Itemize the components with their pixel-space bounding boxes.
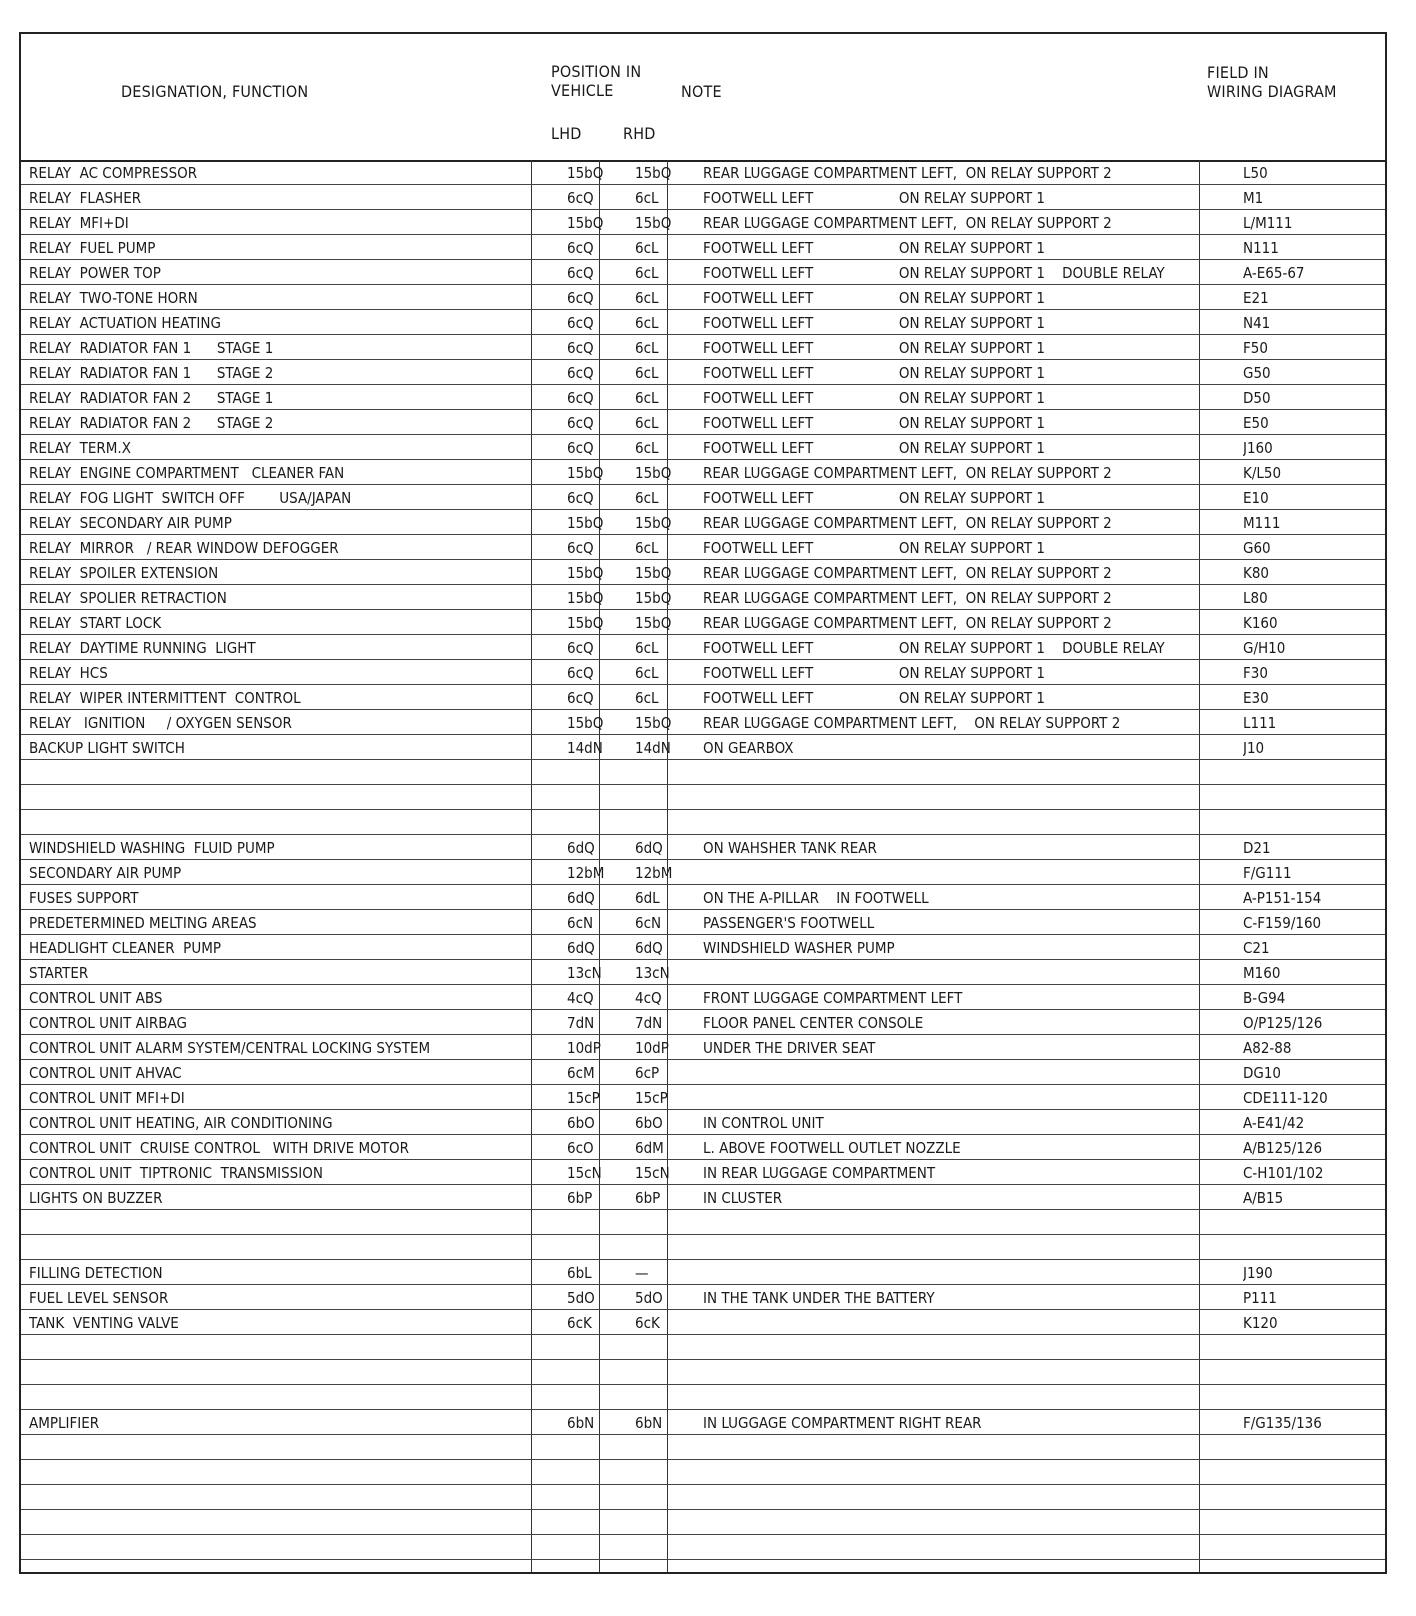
cell-designation: RELAY HCS (29, 664, 108, 682)
cell-designation: RELAY ENGINE COMPARTMENT CLEANER FAN (29, 464, 345, 482)
table-row (21, 910, 1385, 935)
cell-note: FOOTWELL LEFT ON RELAY SUPPORT 1 (703, 539, 1045, 557)
cell-note: IN REAR LUGGAGE COMPARTMENT (703, 1164, 936, 1182)
cell-note: FOOTWELL LEFT ON RELAY SUPPORT 1 (703, 664, 1045, 682)
cell-designation: RELAY RADIATOR FAN 1 STAGE 1 (29, 339, 274, 357)
cell-note: FOOTWELL LEFT ON RELAY SUPPORT 1 DOUBLE RELAY (703, 264, 1165, 282)
cell-field: M1 (1243, 189, 1264, 207)
cell-designation: RELAY SPOILER EXTENSION (29, 564, 219, 582)
cell-lhd: 6cQ (567, 339, 594, 357)
cell-rhd: 15cP (635, 1089, 668, 1107)
cell-lhd: 6cQ (567, 314, 594, 332)
cell-field: A-E65-67 (1243, 264, 1305, 282)
cell-rhd: 6cK (635, 1314, 660, 1332)
cell-lhd: 7dN (567, 1014, 595, 1032)
table-row (21, 1385, 1385, 1410)
cell-note: REAR LUGGAGE COMPARTMENT LEFT, ON RELAY SUPPORT 2 (703, 514, 1112, 532)
cell-designation: CONTROL UNIT ABS (29, 989, 163, 1007)
table-row (21, 885, 1385, 910)
cell-designation: PREDETERMINED MELTING AREAS (29, 914, 257, 932)
cell-lhd: 6cQ (567, 639, 594, 657)
cell-note: FOOTWELL LEFT ON RELAY SUPPORT 1 (703, 389, 1045, 407)
cell-note: FOOTWELL LEFT ON RELAY SUPPORT 1 (703, 239, 1045, 257)
cell-lhd: 15cP (567, 1089, 600, 1107)
table-row (21, 185, 1385, 210)
cell-designation: RELAY DAYTIME RUNNING LIGHT (29, 639, 256, 657)
table-row (21, 1235, 1385, 1260)
cell-note: L. ABOVE FOOTWELL OUTLET NOZZLE (703, 1139, 961, 1157)
table-row (21, 960, 1385, 985)
cell-rhd: 10dP (635, 1039, 669, 1057)
cell-designation: SECONDARY AIR PUMP (29, 864, 182, 882)
table-row (21, 535, 1385, 560)
cell-field: B-G94 (1243, 989, 1286, 1007)
cell-designation: RELAY FOG LIGHT SWITCH OFF USA/JAPAN (29, 489, 352, 507)
cell-field: D50 (1243, 389, 1271, 407)
cell-rhd: 6cP (635, 1064, 660, 1082)
cell-field: K160 (1243, 614, 1278, 632)
cell-lhd: 6cQ (567, 289, 594, 307)
table-row (21, 1560, 1385, 1585)
cell-lhd: 4cQ (567, 989, 594, 1007)
table-row (21, 1360, 1385, 1385)
table-row (21, 760, 1385, 785)
cell-note: IN CONTROL UNIT (703, 1114, 824, 1132)
cell-designation: FUSES SUPPORT (29, 889, 139, 907)
cell-designation: CONTROL UNIT ALARM SYSTEM/CENTRAL LOCKING SYSTEM (29, 1039, 431, 1057)
cell-designation: STARTER (29, 964, 89, 982)
cell-rhd: 6cL (635, 664, 659, 682)
table-row (21, 1260, 1385, 1285)
cell-note: IN THE TANK UNDER THE BATTERY (703, 1289, 935, 1307)
cell-lhd: 6cQ (567, 389, 594, 407)
cell-note: FRONT LUGGAGE COMPARTMENT LEFT (703, 989, 963, 1007)
table-row (21, 1460, 1385, 1485)
cell-field: K80 (1243, 564, 1270, 582)
cell-field: L111 (1243, 714, 1277, 732)
cell-field: K120 (1243, 1314, 1278, 1332)
table-row (21, 235, 1385, 260)
cell-designation: AMPLIFIER (29, 1414, 100, 1432)
cell-lhd: 15cN (567, 1164, 602, 1182)
cell-lhd: 15bQ (567, 214, 604, 232)
cell-field: G/H10 (1243, 639, 1286, 657)
cell-field: A-P151-154 (1243, 889, 1322, 907)
cell-lhd: 5dO (567, 1289, 595, 1307)
table-row (21, 1285, 1385, 1310)
table-row (21, 160, 1385, 185)
cell-designation: HEADLIGHT CLEANER PUMP (29, 939, 221, 957)
cell-lhd: 6cQ (567, 414, 594, 432)
table-row (21, 210, 1385, 235)
cell-rhd: 6cL (635, 314, 659, 332)
cell-lhd: 6cN (567, 914, 594, 932)
cell-rhd: 7dN (635, 1014, 663, 1032)
table-row (21, 385, 1385, 410)
table-row (21, 660, 1385, 685)
table-row (21, 785, 1385, 810)
cell-field: K/L50 (1243, 464, 1282, 482)
cell-field: A/B15 (1243, 1189, 1284, 1207)
cell-lhd: 6cQ (567, 439, 594, 457)
cell-field: E50 (1243, 414, 1269, 432)
cell-rhd: 6cL (635, 364, 659, 382)
cell-rhd: 15bQ (635, 514, 672, 532)
cell-rhd: 6cL (635, 539, 659, 557)
cell-designation: CONTROL UNIT TIPTRONIC TRANSMISSION (29, 1164, 323, 1182)
cell-rhd: 6dM (635, 1139, 664, 1157)
cell-note: FOOTWELL LEFT ON RELAY SUPPORT 1 (703, 289, 1045, 307)
table-row (21, 635, 1385, 660)
cell-rhd: 6bN (635, 1414, 663, 1432)
table-row (21, 935, 1385, 960)
cell-note: REAR LUGGAGE COMPARTMENT LEFT, ON RELAY SUPPORT 2 (703, 564, 1112, 582)
table-row (21, 1160, 1385, 1185)
cell-lhd: 6bL (567, 1264, 592, 1282)
cell-field: C-H101/102 (1243, 1164, 1324, 1182)
table-row (21, 260, 1385, 285)
cell-designation: RELAY MIRROR / REAR WINDOW DEFOGGER (29, 539, 339, 557)
cell-field: J190 (1243, 1264, 1273, 1282)
cell-lhd: 12bM (567, 864, 605, 882)
cell-lhd: 6bO (567, 1114, 595, 1132)
cell-lhd: 14dN (567, 739, 603, 757)
cell-lhd: 15bQ (567, 714, 604, 732)
cell-note: WINDSHIELD WASHER PUMP (703, 939, 895, 957)
table-row (21, 510, 1385, 535)
cell-note: REAR LUGGAGE COMPARTMENT LEFT, ON RELAY SUPPORT 2 (703, 714, 1121, 732)
cell-field: N41 (1243, 314, 1271, 332)
cell-rhd: 15bQ (635, 589, 672, 607)
cell-designation: RELAY WIPER INTERMITTENT CONTROL (29, 689, 301, 707)
cell-designation: CONTROL UNIT HEATING, AIR CONDITIONING (29, 1114, 333, 1132)
cell-rhd: 15bQ (635, 714, 672, 732)
table-row (21, 1210, 1385, 1235)
cell-note: IN CLUSTER (703, 1189, 783, 1207)
cell-note: ON WAHSHER TANK REAR (703, 839, 877, 857)
cell-designation: RELAY TERM.X (29, 439, 131, 457)
cell-designation: LIGHTS ON BUZZER (29, 1189, 163, 1207)
cell-note: REAR LUGGAGE COMPARTMENT LEFT, ON RELAY SUPPORT 2 (703, 164, 1112, 182)
table-row (21, 310, 1385, 335)
table-row (21, 360, 1385, 385)
cell-rhd: 6cL (635, 414, 659, 432)
cell-note: ON THE A-PILLAR IN FOOTWELL (703, 889, 929, 907)
cell-rhd: 6dQ (635, 939, 663, 957)
cell-rhd: 13cN (635, 964, 670, 982)
cell-note: IN LUGGAGE COMPARTMENT RIGHT REAR (703, 1414, 982, 1432)
cell-field: F50 (1243, 339, 1268, 357)
cell-rhd: 6cL (635, 639, 659, 657)
cell-note: REAR LUGGAGE COMPARTMENT LEFT, ON RELAY SUPPORT 2 (703, 464, 1112, 482)
cell-lhd: 6cQ (567, 264, 594, 282)
table-row (21, 1485, 1385, 1510)
cell-lhd: 6cQ (567, 364, 594, 382)
cell-field: A-E41/42 (1243, 1114, 1305, 1132)
cell-rhd: 15bQ (635, 564, 672, 582)
cell-note: FOOTWELL LEFT ON RELAY SUPPORT 1 (703, 439, 1045, 457)
cell-designation: RELAY TWO-TONE HORN (29, 289, 198, 307)
cell-field: E10 (1243, 489, 1269, 507)
cell-rhd: 15bQ (635, 214, 672, 232)
table-row (21, 710, 1385, 735)
table-row (21, 1110, 1385, 1135)
cell-field: O/P125/126 (1243, 1014, 1323, 1032)
table-row (21, 610, 1385, 635)
cell-lhd: 15bQ (567, 464, 604, 482)
cell-designation: RELAY START LOCK (29, 614, 162, 632)
cell-designation: RELAY MFI+DI (29, 214, 129, 232)
table-row (21, 1410, 1385, 1435)
cell-rhd: 15cN (635, 1164, 670, 1182)
cell-field: N111 (1243, 239, 1279, 257)
cell-rhd: 15bQ (635, 164, 672, 182)
table-row (21, 1060, 1385, 1085)
cell-lhd: 6cQ (567, 239, 594, 257)
cell-note: FOOTWELL LEFT ON RELAY SUPPORT 1 (703, 314, 1045, 332)
cell-lhd: 6cO (567, 1139, 594, 1157)
cell-note: FOOTWELL LEFT ON RELAY SUPPORT 1 (703, 414, 1045, 432)
cell-lhd: 6cQ (567, 689, 594, 707)
cell-rhd: 15bQ (635, 464, 672, 482)
table-row (21, 1035, 1385, 1060)
cell-field: J10 (1243, 739, 1265, 757)
cell-rhd: 6cL (635, 689, 659, 707)
cell-rhd: 6dQ (635, 839, 663, 857)
cell-rhd: 6cL (635, 289, 659, 307)
cell-field: F/G111 (1243, 864, 1292, 882)
cell-note: FOOTWELL LEFT ON RELAY SUPPORT 1 (703, 689, 1045, 707)
cell-rhd: 14dN (635, 739, 671, 757)
cell-note: FOOTWELL LEFT ON RELAY SUPPORT 1 (703, 489, 1045, 507)
cell-rhd: 4cQ (635, 989, 662, 1007)
cell-field: M160 (1243, 964, 1281, 982)
cell-designation: CONTROL UNIT CRUISE CONTROL WITH DRIVE MOTOR (29, 1139, 409, 1157)
cell-lhd: 15bQ (567, 614, 604, 632)
cell-field: DG10 (1243, 1064, 1282, 1082)
cell-rhd: 5dO (635, 1289, 663, 1307)
cell-lhd: 15bQ (567, 564, 604, 582)
table-row (21, 1135, 1385, 1160)
cell-lhd: 6cQ (567, 664, 594, 682)
table-row (21, 860, 1385, 885)
relay-component-table (19, 32, 1387, 1574)
cell-lhd: 6cQ (567, 539, 594, 557)
cell-field: F30 (1243, 664, 1268, 682)
cell-designation: RELAY AC COMPRESSOR (29, 164, 198, 182)
cell-lhd: 6cQ (567, 489, 594, 507)
cell-rhd: 15bQ (635, 614, 672, 632)
table-row (21, 810, 1385, 835)
cell-field: E30 (1243, 689, 1269, 707)
header-rhd: RHD (623, 124, 656, 143)
cell-designation: RELAY ACTUATION HEATING (29, 314, 221, 332)
cell-note: REAR LUGGAGE COMPARTMENT LEFT, ON RELAY SUPPORT 2 (703, 614, 1112, 632)
cell-note: REAR LUGGAGE COMPARTMENT LEFT, ON RELAY SUPPORT 2 (703, 589, 1112, 607)
cell-rhd: 6cL (635, 339, 659, 357)
cell-designation: FILLING DETECTION (29, 1264, 163, 1282)
cell-designation: CONTROL UNIT AHVAC (29, 1064, 182, 1082)
cell-lhd: 6cQ (567, 189, 594, 207)
cell-rhd: 6dL (635, 889, 660, 907)
header-note: NOTE (681, 82, 722, 101)
cell-field: L50 (1243, 164, 1268, 182)
cell-note: FOOTWELL LEFT ON RELAY SUPPORT 1 (703, 364, 1045, 382)
table-row (21, 735, 1385, 760)
cell-designation: RELAY SECONDARY AIR PUMP (29, 514, 232, 532)
header-lhd: LHD (551, 124, 582, 143)
table-row (21, 1310, 1385, 1335)
cell-designation: RELAY RADIATOR FAN 1 STAGE 2 (29, 364, 274, 382)
cell-designation: CONTROL UNIT MFI+DI (29, 1089, 185, 1107)
cell-designation: CONTROL UNIT AIRBAG (29, 1014, 187, 1032)
cell-designation: RELAY IGNITION / OXYGEN SENSOR (29, 714, 292, 732)
cell-lhd: 15bQ (567, 514, 604, 532)
cell-rhd: 6bO (635, 1114, 663, 1132)
cell-designation: RELAY SPOLIER RETRACTION (29, 589, 227, 607)
cell-rhd: 6cN (635, 914, 662, 932)
table-row (21, 1335, 1385, 1360)
table-header (21, 34, 1385, 162)
table-row (21, 285, 1385, 310)
table-row (21, 435, 1385, 460)
cell-field: CDE111-120 (1243, 1089, 1328, 1107)
cell-note: UNDER THE DRIVER SEAT (703, 1039, 876, 1057)
cell-designation: TANK VENTING VALVE (29, 1314, 179, 1332)
cell-rhd: 6cL (635, 439, 659, 457)
table-row (21, 985, 1385, 1010)
cell-lhd: 15bQ (567, 164, 604, 182)
cell-designation: RELAY RADIATOR FAN 2 STAGE 1 (29, 389, 274, 407)
cell-designation: RELAY POWER TOP (29, 264, 161, 282)
cell-field: A/B125/126 (1243, 1139, 1323, 1157)
cell-rhd: 6cL (635, 489, 659, 507)
cell-lhd: 13cN (567, 964, 602, 982)
cell-designation: FUEL LEVEL SENSOR (29, 1289, 169, 1307)
cell-note: FOOTWELL LEFT ON RELAY SUPPORT 1 (703, 189, 1045, 207)
table-row (21, 1535, 1385, 1560)
cell-designation: WINDSHIELD WASHING FLUID PUMP (29, 839, 275, 857)
cell-rhd: 12bM (635, 864, 673, 882)
cell-designation: RELAY RADIATOR FAN 2 STAGE 2 (29, 414, 274, 432)
cell-field: A82-88 (1243, 1039, 1292, 1057)
cell-rhd: — (635, 1264, 649, 1282)
cell-rhd: 6cL (635, 264, 659, 282)
header-designation: DESIGNATION, FUNCTION (121, 82, 309, 101)
table-row (21, 685, 1385, 710)
table-row (21, 460, 1385, 485)
cell-note: ON GEARBOX (703, 739, 794, 757)
cell-rhd: 6bP (635, 1189, 661, 1207)
cell-lhd: 6cM (567, 1064, 595, 1082)
cell-lhd: 6dQ (567, 889, 595, 907)
table-row (21, 1185, 1385, 1210)
cell-designation: BACKUP LIGHT SWITCH (29, 739, 185, 757)
cell-field: C-F159/160 (1243, 914, 1322, 932)
table-row (21, 835, 1385, 860)
cell-field: F/G135/136 (1243, 1414, 1322, 1432)
cell-rhd: 6cL (635, 189, 659, 207)
cell-field: G60 (1243, 539, 1271, 557)
table-row (21, 1010, 1385, 1035)
cell-field: E21 (1243, 289, 1269, 307)
cell-note: REAR LUGGAGE COMPARTMENT LEFT, ON RELAY SUPPORT 2 (703, 214, 1112, 232)
cell-field: C21 (1243, 939, 1270, 957)
cell-note: PASSENGER'S FOOTWELL (703, 914, 875, 932)
table-row (21, 1435, 1385, 1460)
table-row (21, 335, 1385, 360)
cell-field: G50 (1243, 364, 1271, 382)
cell-lhd: 10dP (567, 1039, 601, 1057)
cell-lhd: 15bQ (567, 589, 604, 607)
cell-lhd: 6cK (567, 1314, 592, 1332)
cell-lhd: 6dQ (567, 839, 595, 857)
cell-field: D21 (1243, 839, 1271, 857)
cell-note: FOOTWELL LEFT ON RELAY SUPPORT 1 (703, 339, 1045, 357)
cell-field: L80 (1243, 589, 1268, 607)
cell-field: L/M111 (1243, 214, 1293, 232)
cell-lhd: 6bN (567, 1414, 595, 1432)
cell-lhd: 6dQ (567, 939, 595, 957)
header-field: FIELD IN WIRING DIAGRAM (1207, 63, 1337, 101)
cell-rhd: 6cL (635, 389, 659, 407)
cell-lhd: 6bP (567, 1189, 593, 1207)
table-row (21, 560, 1385, 585)
cell-field: M111 (1243, 514, 1281, 532)
cell-rhd: 6cL (635, 239, 659, 257)
cell-field: J160 (1243, 439, 1273, 457)
table-row (21, 410, 1385, 435)
cell-note: FOOTWELL LEFT ON RELAY SUPPORT 1 DOUBLE RELAY (703, 639, 1165, 657)
table-row (21, 485, 1385, 510)
cell-designation: RELAY FUEL PUMP (29, 239, 156, 257)
header-position: POSITION IN VEHICLE (551, 62, 642, 100)
table-row (21, 1085, 1385, 1110)
cell-note: FLOOR PANEL CENTER CONSOLE (703, 1014, 924, 1032)
cell-field: P111 (1243, 1289, 1277, 1307)
table-row (21, 1510, 1385, 1535)
table-body (21, 160, 1385, 1585)
cell-designation: RELAY FLASHER (29, 189, 142, 207)
table-row (21, 585, 1385, 610)
